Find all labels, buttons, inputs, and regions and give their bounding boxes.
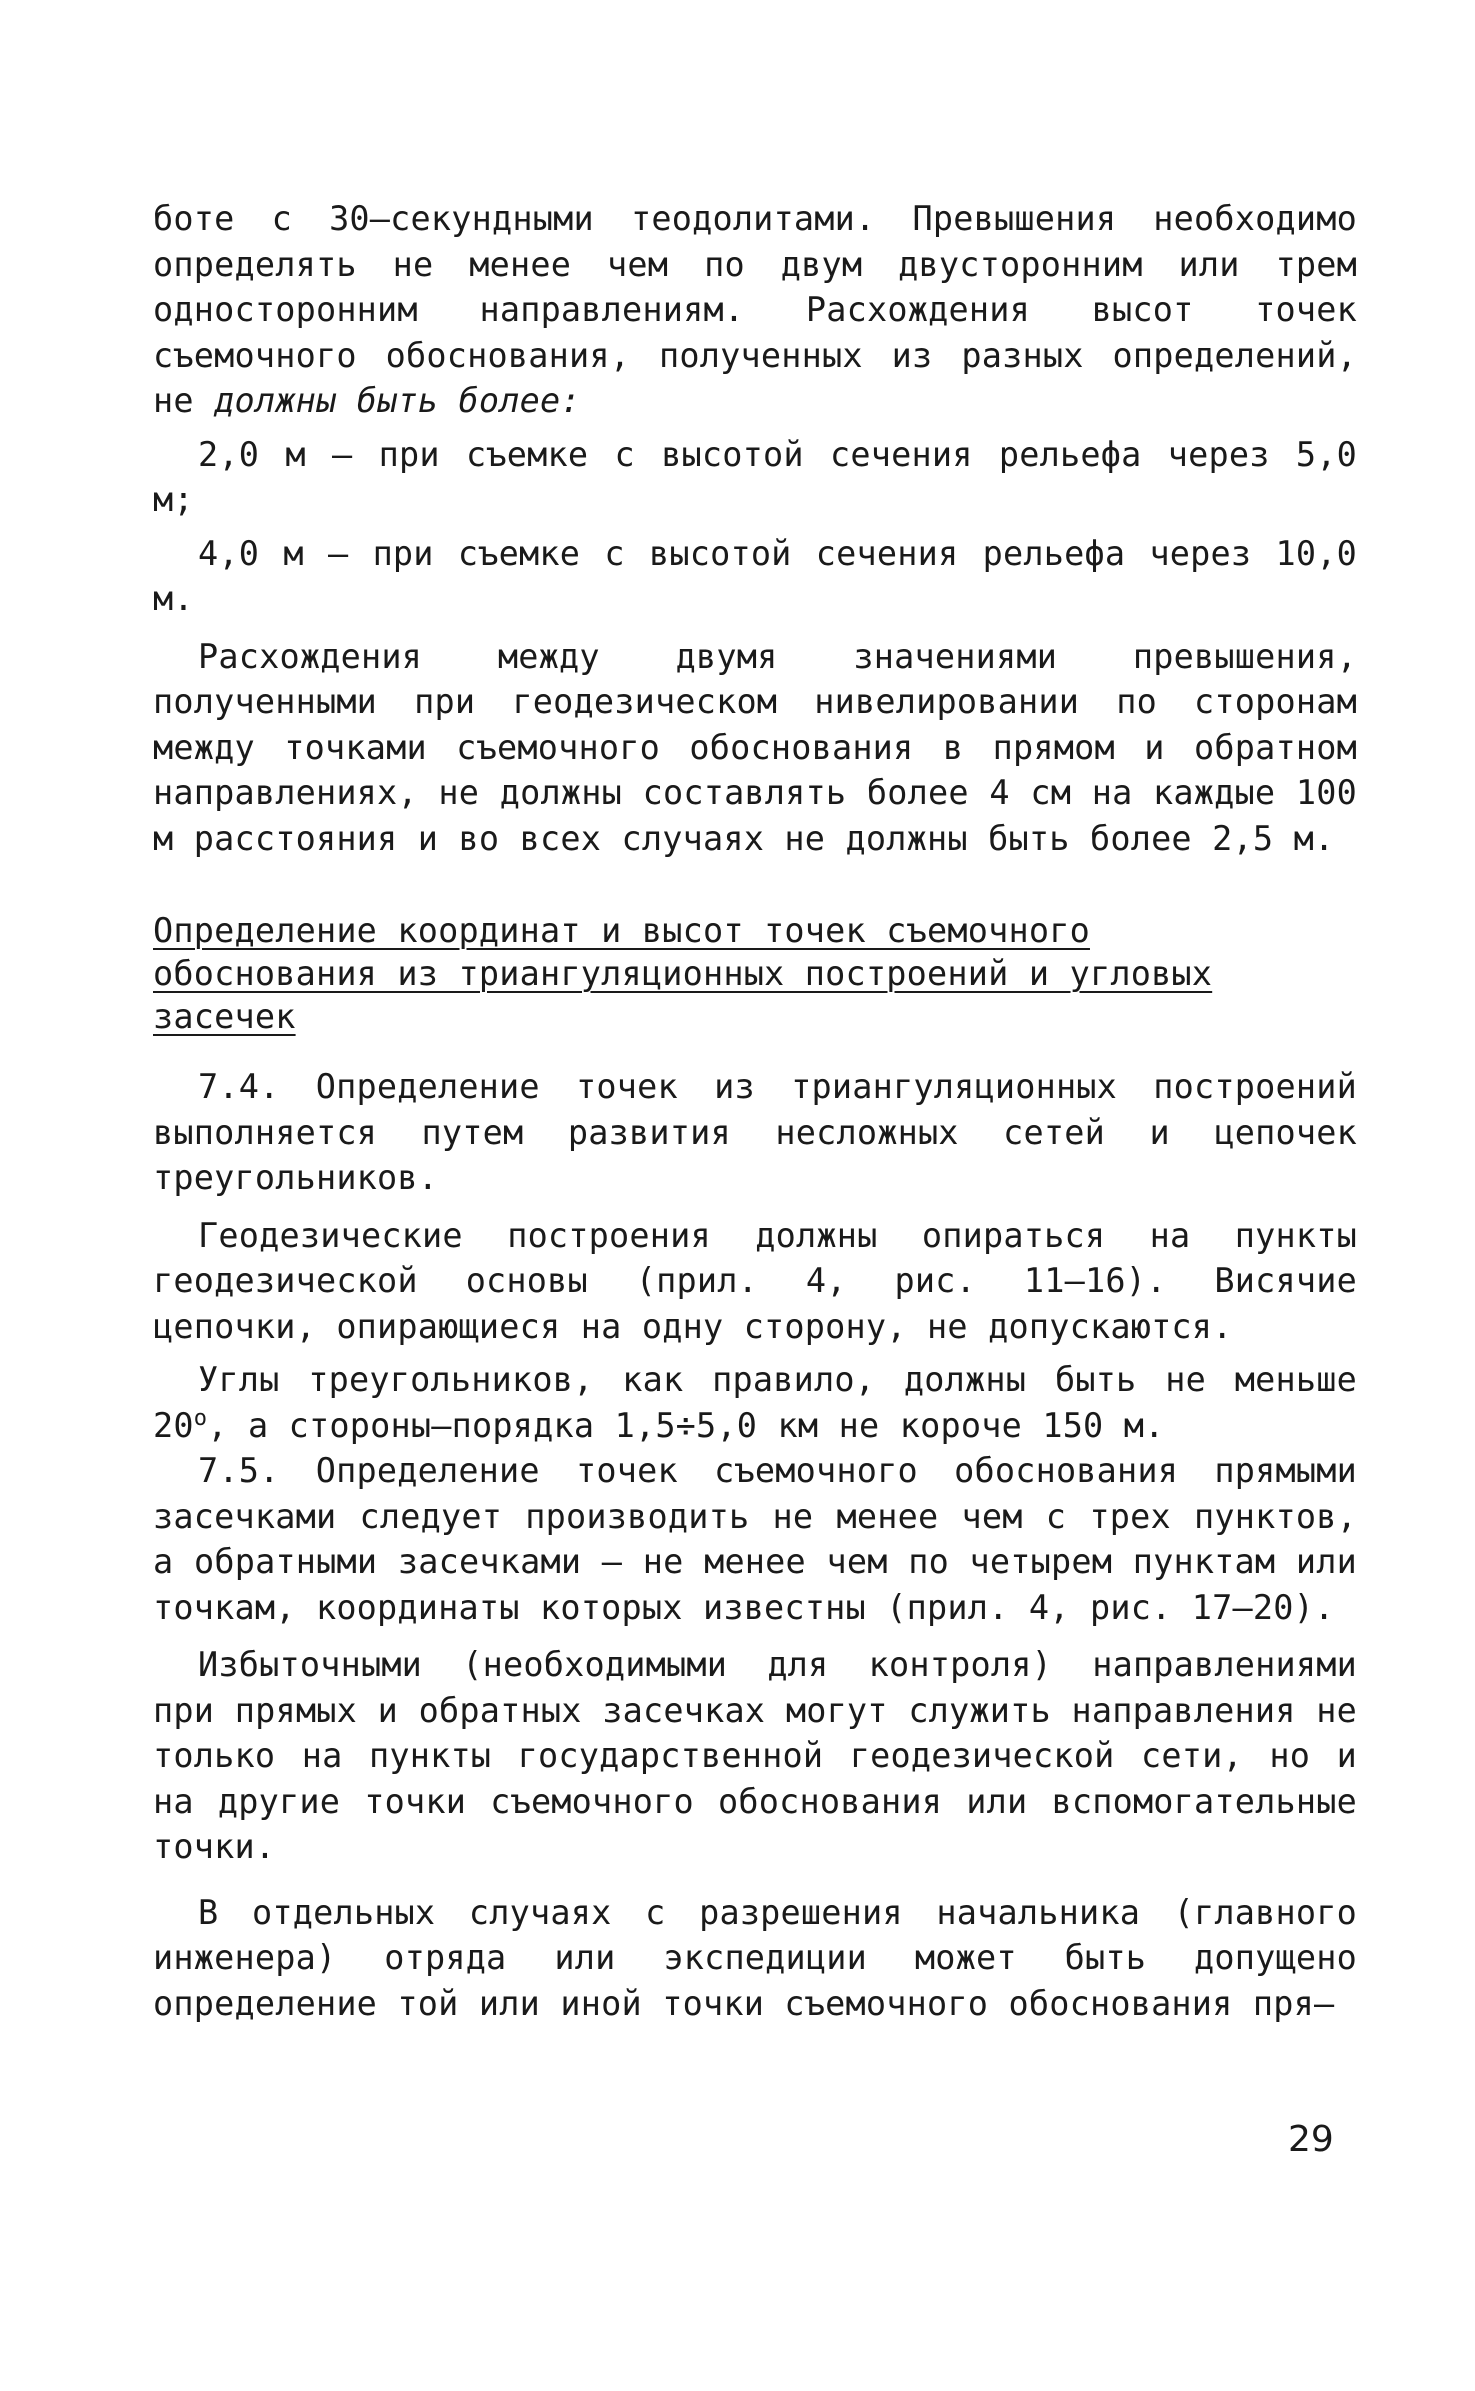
paragraph-geodetic-construction: Геодезические построения должны опираться на пункты геодезической основы (прил. 4, рис. 11—16). Висячие цепочки, опирающиеся на одну сторону, не допускаются. xyxy=(153,1215,1357,1346)
paragraph-special-cases: В отдельных случаях с разрешения начальника (главного инженера) отряда или экспедиции может быть допущено определение той или иной точки съемочного обоснования пря— xyxy=(153,1892,1357,2023)
angles-text: Углы треугольников, как правило, должны быть не меньше 20 xyxy=(153,1360,1357,1445)
paragraph-7-4: 7.4. Определение точек из триангуляционных построений выполняется путем развития несложных сетей и цепочек треугольников. xyxy=(153,1067,1357,1197)
section-heading: Определение координат и высот точек съемочного обоснования из триангуляционных построений и угловых засечек xyxy=(153,911,1213,1036)
paragraph-redundant-directions: Избыточными (необходимыми для контроля) направлениями при прямых и обратных засечках могут служить направления не только на пункты государственной геодезической сети, но и на другие точки съемочного обоснования или вспомогательные точки. xyxy=(153,1645,1357,1866)
tolerance-item-1: 2,0 м — при съемке с высотой сечения рельефа через 5,0 м; xyxy=(153,434,1357,519)
tolerance-item-2: 4,0 м — при съемке с высотой сечения рельефа через 10,0 м. xyxy=(153,533,1357,618)
page-number: 29 xyxy=(1288,2119,1334,2160)
angles-text-continued: , а стороны—порядка 1,5÷5,0 км не короче 150 м. xyxy=(207,1405,1165,1445)
paragraph-7-5: 7.5. Определение точек съемочного обоснования прямыми засечками следует производить не менее чем с трех пунктов, а обратными засечками — не менее чем по четырем пунктам или точкам, координаты которых известны (прил. 4, рис. 17—20). xyxy=(153,1451,1357,1627)
paragraph-continuation xyxy=(153,196,1357,424)
paragraph-text: боте с 30—секундными теодолитами. Превышения необходимо определять не менее чем по двум двусторонним или трем односторонним направлениям. Расхождения высот точек съемочного обоснования, полученных из разных определений, не xyxy=(153,199,1357,420)
paragraph-leveling-discrepancy: Расхождения между двумя значениями превышения, полученными при геодезическом нивелировании по сторонам между точками съемочного обоснования в прямом и обратном направлениях, не должны составлять более 4 см на каждые 100 м расстояния и во всех случаях не должны быть более 2,5 м. xyxy=(153,636,1357,858)
degree-superscript: о xyxy=(193,1405,208,1431)
paragraph-triangle-angles xyxy=(153,1357,1357,1448)
document-page xyxy=(153,196,1357,2026)
paragraph-italic-text: должны быть более: xyxy=(214,381,581,420)
